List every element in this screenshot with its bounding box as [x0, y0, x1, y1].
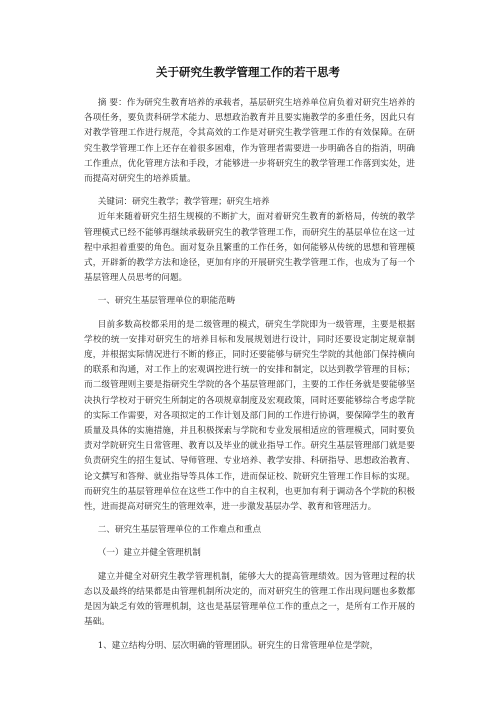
section1-heading: 一、研究生基层管理单位的职能范畴	[97, 296, 236, 307]
document-body	[84, 96, 415, 654]
intro-paragraph: 近年来随着研究生招生规模的不断扩大，面对着研究生教育的新格局，传统的教学管理模式已经不能够再继续承载研究生的教学管理工作，而研究生的基层单位在这一过程中承担着重要的角色。面对复杂且繁重的工作任务，如何能够从传统的思想和管理模式，开辟新的教学方法和途径，更加有序的开展研究生教学管理工作，也成为了每一个基层管理人员思考的问题。	[84, 212, 415, 284]
keywords-line: 关键词：研究生教学；教学管理；研究生培养	[97, 197, 270, 208]
section2-heading: 二、研究生基层管理单位的工作难点和重点	[97, 525, 262, 536]
abstract-paragraph: 摘 要：作为研究生教育培养的承载者，基层研究生培养单位肩负着对研究生培养的各项任务，要负责科研学术能力、思想政治教育并且要实施教学的多重任务，因此只有对教学管理工作进行规范，令其高效的工作是对研究生教学管理工作的有效保障。在研究生教学管理工作上还存在着很多困难，作为管理者需要进一步明确各自的指消，明确工作重点，优化管理方法和手段，才能够进一步将研究生的教学管理工作落到实处，进而提高对研究生的培养质量。	[84, 98, 415, 185]
item1-paragraph: 1、建立结构分明、层次明确的管理团队。研究生的日常管理单位是学院，	[97, 640, 379, 651]
section1-paragraph: 目前多数高校都采用的是二级管理的模式，研究生学院即为一级管理，主要是根据学校的统一安排对研究生的培养目标和发展规划进行设计，同时还要设定制定规章制度，并根据实际情况进行不断的修正，同时还要能够与研究生学院的其他部门保持横向的联系和沟通，对工作上的宏观调控进行统一的安排和制定，以达到教学管理的目标；而二级管理则主要是指研究生学院的各个基层管理部门，主要的工作任务就是要能够坚决执行学校对于研究生所制定的各项规章制度及宏观政策，同时还要能够综合考虑学院的实际工作需要，对各项拟定的工作计划及部门间的工作进行协调，要保障学生的教育质量及具体的实施措施，并且积极探索与学院和专业发展相适应的管理模式，同时要负责对学院研究生日常管理、教育以及毕业的就业指导工作。研究生基层管理部门就是要负责研究生的招生复试、导师管理、专业培养、教学安排、科研指导、思想政治教育、论文撰写和答辩、就业指导等具体工作，进而保证校、院研究生管理工作目标的实现。而研究生的基层管理单位在这些工作中的自主权利，也更加有利于调动各个学院的积极性，进而提高对研究生的管理效率，进一步激发基层办学、教育和管理活力。	[84, 319, 415, 513]
subsection1-heading: （一）建立并健全管理机制	[97, 548, 201, 559]
subsection1-paragraph: 建立并健全对研究生教学管理机制，能够大大的提高管理绩效。因为管理过程的状态以及最终的结果都是由管理机制所决定的，而对研究生的管理工作出现问题也多数都是因为缺乏有效的管理机制，这也是基层管理单位工作的重点之一，是所有工作开展的基础。	[84, 571, 415, 628]
document-title: 关于研究生教学管理工作的若干思考	[156, 65, 340, 79]
